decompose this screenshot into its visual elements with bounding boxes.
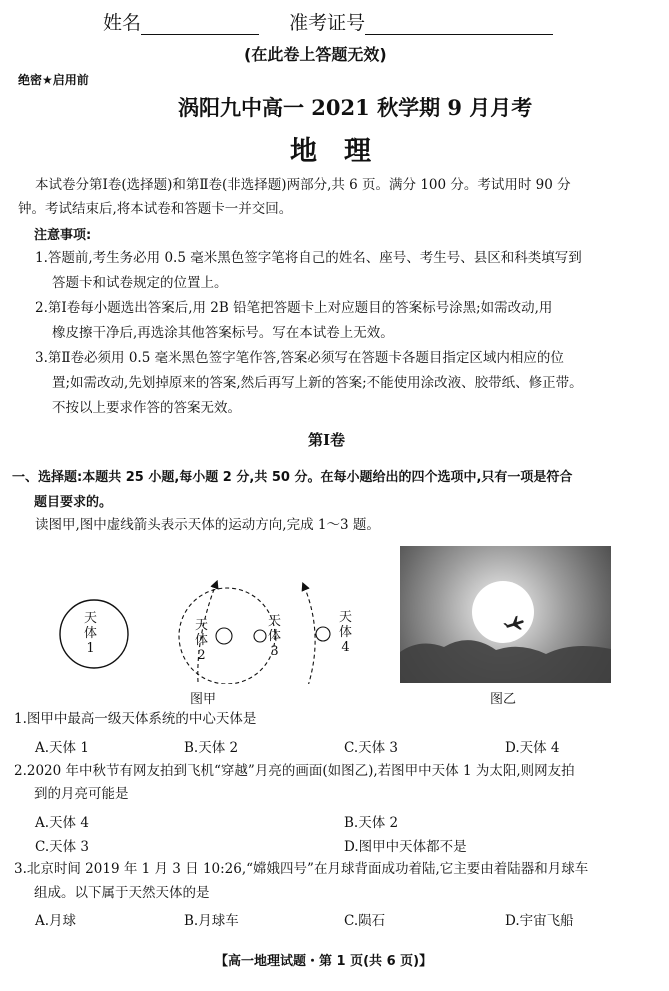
question-2-option-c: C.天体 3 <box>35 839 90 855</box>
question-2-stem-line-1: 2.2020 年中秋节有网友拍到飞机“穿越”月亮的画面(如图乙),若图甲中天体 1 为太阳,则网友拍 <box>14 763 575 779</box>
notes-heading: 注意事项: <box>34 228 92 243</box>
question-2-option-a: A.天体 4 <box>35 815 89 831</box>
moon <box>472 581 534 643</box>
note-3-line-3: 不按以上要求作答的答案无效。 <box>52 400 241 416</box>
subject-title: 地 理 <box>290 136 371 167</box>
figure-b-caption: 图乙 <box>490 692 517 707</box>
intro-line-1: 本试卷分第Ⅰ卷(选择题)和第Ⅱ卷(非选择题)两部分,共 6 页。满分 100 分。考试用时 90 分 <box>35 177 571 193</box>
name-field <box>103 8 553 35</box>
note-1-line-2: 答题卡和试卷规定的位置上。 <box>52 275 228 291</box>
body-3-circle <box>254 630 266 642</box>
figure-a <box>40 576 390 684</box>
question-1-stem: 1.图甲中最高一级天体系统的中心天体是 <box>14 711 257 727</box>
body-4-label: 天 体 4 <box>339 610 353 655</box>
question-1-option-c: C.天体 3 <box>344 740 399 756</box>
question-1-option-b: B.天体 2 <box>184 740 239 756</box>
note-3-line-2: 置;如需改动,先划掉原来的答案,然后再写上新的答案;不能使用涂改液、胶带纸、修正带。 <box>52 375 583 391</box>
section-instructions-line-2: 题目要求的。 <box>34 495 113 510</box>
exam-id-blank <box>365 16 553 35</box>
secret-label: 绝密★启用前 <box>18 73 89 87</box>
name-label: 姓名 <box>103 12 142 34</box>
question-1-option-d: D.天体 4 <box>505 740 560 756</box>
figure-a-caption: 图甲 <box>190 692 217 707</box>
question-3-stem-line-2: 组成。以下属于天然天体的是 <box>34 885 210 901</box>
section-title: 第Ⅰ卷 <box>308 431 346 449</box>
body-1-label: 天 体 1 <box>84 611 98 656</box>
orbit-arrow-4 <box>304 586 315 684</box>
name-blank <box>141 16 259 35</box>
body-4-circle <box>316 627 330 641</box>
exam-id-label: 准考证号 <box>289 12 366 34</box>
note-3-line-1: 3.第Ⅱ卷必须用 0.5 毫米黑色签字笔作答,答案必须写在答题卡各题目指定区域内相应的位 <box>35 350 564 366</box>
moon-airplane-image <box>400 546 611 683</box>
clouds <box>400 640 611 683</box>
question-2-stem-line-2: 到的月亮可能是 <box>34 786 129 802</box>
question-2-option-b: B.天体 2 <box>344 815 399 831</box>
body-2-circle <box>216 628 232 644</box>
question-3-option-a: A.月球 <box>35 913 77 929</box>
note-2-line-1: 2.第Ⅰ卷每小题选出答案后,用 2B 铅笔把答题卡上对应题目的答案标号涂黑;如需改动,用 <box>35 300 553 316</box>
intro-line-2: 钟。考试结束后,将本试卷和答题卡一并交回。 <box>18 201 293 217</box>
note-2-line-2: 橡皮擦干净后,再选涂其他答案标号。写在本试卷上无效。 <box>52 325 394 341</box>
body-2-label: 天 体 2 <box>195 618 209 663</box>
note-1-line-1: 1.答题前,考生务必用 0.5 毫米黑色签字笔将自己的姓名、座号、考生号、县区和科类填写到 <box>35 250 582 266</box>
exam-title: 涡阳九中高一 2021 秋学期 9 月月考 <box>178 95 533 120</box>
question-3-option-b: B.月球车 <box>184 913 239 929</box>
question-3-option-c: C.陨石 <box>344 913 386 929</box>
question-3-stem-line-1: 3.北京时间 2019 年 1 月 3 日 10:26,“嫦娥四号”在月球背面成功着陆,它主要由着陆器和月球车 <box>14 861 589 877</box>
question-3-option-d: D.宇宙飞船 <box>505 913 574 929</box>
question-lead: 读图甲,图中虚线箭头表示天体的运动方向,完成 1～3 题。 <box>35 517 380 533</box>
question-1-option-a: A.天体 1 <box>35 740 89 756</box>
figure-b-photo <box>400 546 611 683</box>
page-footer: 【高一地理试题・第 1 页(共 6 页)】 <box>215 954 433 969</box>
invalid-note: (在此卷上答题无效) <box>244 45 387 64</box>
body-3-label: 天 体 3 <box>268 614 282 659</box>
question-2-option-d: D.图甲中天体都不是 <box>344 839 467 855</box>
section-instructions-line-1: 一、选择题:本题共 25 小题,每小题 2 分,共 50 分。在每小题给出的四个选项中,只有一项是符合 <box>12 470 573 485</box>
